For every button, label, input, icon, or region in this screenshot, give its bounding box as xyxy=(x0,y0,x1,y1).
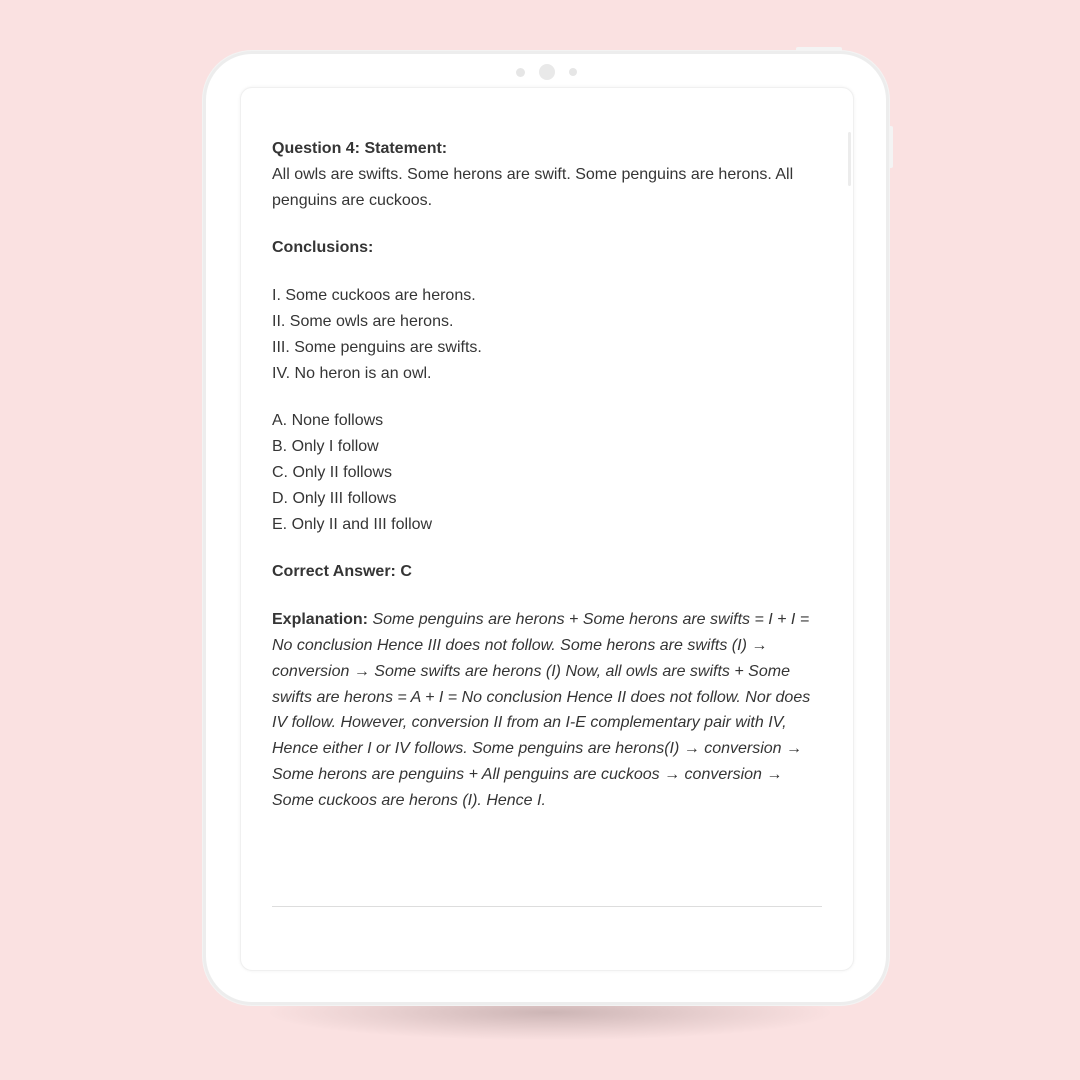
correct-answer: Correct Answer: C xyxy=(272,563,412,581)
conclusions-list xyxy=(272,283,824,386)
options-list xyxy=(272,408,824,537)
option-item: A. None follows xyxy=(272,412,384,430)
question-statement: All owls are swifts. Some herons are swift. Some penguins are herons. All penguins are cuckoos. xyxy=(272,165,794,209)
conclusion-item: III. Some penguins are swifts. xyxy=(272,338,482,356)
sensor-icon xyxy=(569,68,577,76)
explanation xyxy=(272,607,824,813)
volume-button xyxy=(889,126,893,168)
option-item: C. Only II follows xyxy=(272,463,393,481)
explanation-label: Explanation: xyxy=(272,611,369,629)
tablet-frame xyxy=(206,54,886,1002)
divider xyxy=(272,906,822,907)
conclusions-heading: Conclusions: xyxy=(272,239,374,257)
option-item: D. Only III follows xyxy=(272,489,397,507)
question-card xyxy=(272,136,824,814)
camera-bar xyxy=(206,62,886,82)
option-item: E. Only II and III follow xyxy=(272,515,433,533)
screen[interactable] xyxy=(240,87,854,971)
conclusion-item: I. Some cuckoos are herons. xyxy=(272,287,476,305)
explanation-text: Some penguins are herons + Some herons are swifts = I + I = No conclusion Hence III does not follow. Some herons are swifts (I) → conversion → Some swifts are herons (I) Now, all owls are swifts + Some swifts are herons = A + I = No conclusion Hence II does not follow. Nor does IV follow. However, conversion II from an I-E complementary pair with IV, Hence either I or IV follows. Some penguins are herons(I) → conversion → Some herons are penguins + All penguins are cuckoos → conversion → Some cuckoos are herons (I). Hence I. xyxy=(272,611,811,809)
power-button xyxy=(796,47,842,51)
sensor-icon xyxy=(516,68,525,77)
option-item: B. Only I follow xyxy=(272,438,379,456)
conclusion-item: IV. No heron is an owl. xyxy=(272,364,432,382)
scrollbar[interactable] xyxy=(848,132,851,186)
conclusion-item: II. Some owls are herons. xyxy=(272,312,454,330)
camera-icon xyxy=(539,64,555,80)
question-heading: Question 4: Statement: xyxy=(272,140,448,157)
